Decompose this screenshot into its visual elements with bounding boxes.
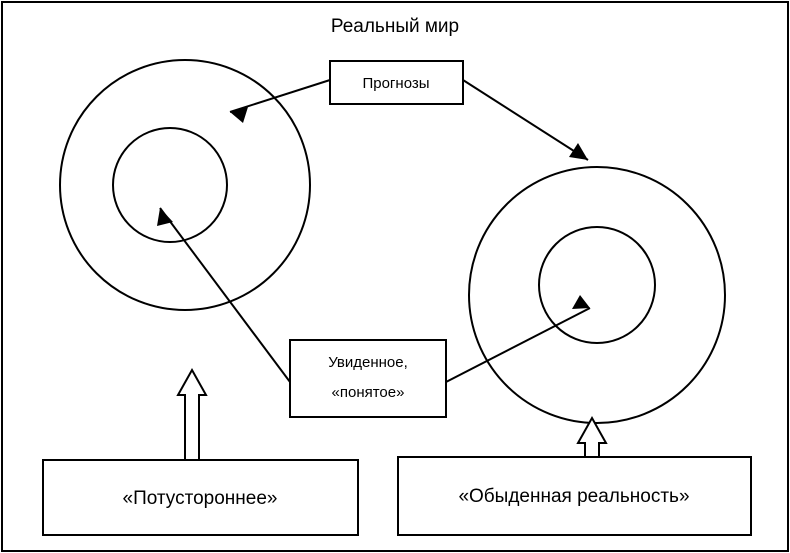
left-inner-circle	[113, 128, 227, 242]
mundane-reality-label: «Обыденная реальность»	[458, 486, 690, 507]
right-outer-circle	[469, 167, 725, 423]
seen-understood-label-line2: «понятое»	[331, 384, 405, 401]
forecasts-to-right-arrow	[463, 80, 588, 160]
otherworldly-box	[43, 460, 358, 535]
seen-understood-label-line1: Увиденное,	[328, 354, 408, 371]
seen-to-left-inner-arrow	[157, 208, 290, 382]
seen-understood-box	[290, 340, 446, 417]
forecasts-box	[330, 61, 463, 104]
mundane-reality-box	[398, 457, 751, 535]
seen-to-right-inner-arrow	[446, 295, 590, 382]
otherworldly-up-arrow	[178, 370, 206, 460]
diagram-title: Реальный мир	[330, 16, 460, 37]
forecasts-to-left-arrow	[230, 80, 330, 123]
otherworldly-label: «Потустороннее»	[122, 488, 278, 509]
forecasts-label: Прогнозы	[362, 75, 430, 92]
